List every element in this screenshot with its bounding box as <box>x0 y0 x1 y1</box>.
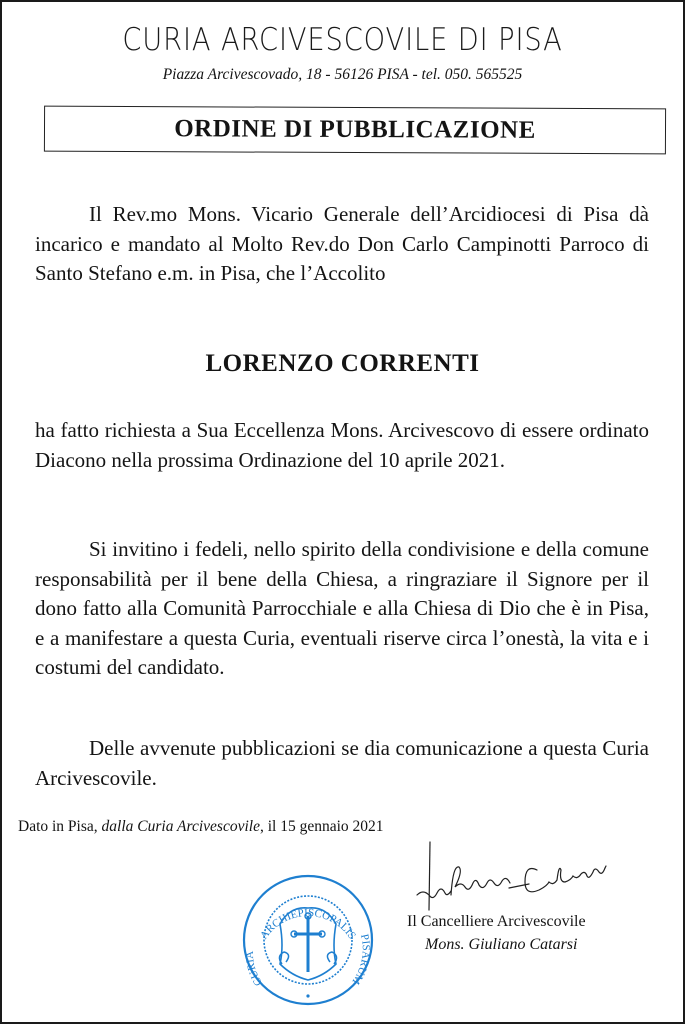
seal-text-top: ARCHIEPISCOPALIS <box>258 906 359 942</box>
invitation-paragraph: Si invitino i fedeli, nello spirito della condivisione e della comune responsabilità per il bene della Chiesa, a ringraziare il Signore per il dono fatto alla Comunità Parrocchiale e alla Chiesa di Dio che è in Pisa, e a manifestare a questa Curia, eventuali riserve circa l’onestà, la vita e i costumi del candidato. <box>35 537 649 679</box>
document-title-box <box>44 106 666 155</box>
date-line <box>18 818 384 836</box>
seal-text-left: CURIA <box>243 950 265 988</box>
letterhead-address: Piazza Arcivescovado, 18 - 56126 PISA - tel. 050. 565525 <box>162 66 523 83</box>
letterhead-title: CURIA ARCIVESCOVILE DI PISA <box>122 22 563 58</box>
document-title: ORDINE DI PUBBLICAZIONE <box>174 115 536 144</box>
date-suffix: , il 15 gennaio 2021 <box>259 818 384 835</box>
request-paragraph: ha fatto richiesta a Sua Eccellenza Mons. Arcivescovo di essere ordinato Diacono nella prossima Ordinazione del 10 aprile 2021. <box>35 418 649 472</box>
date-place: dalla Curia Arcivescovile <box>101 818 260 835</box>
candidate-name: LORENZO CORRENTI <box>205 350 480 377</box>
intro-paragraph: Il Rev.mo Mons. Vicario Generale dell’Arcidiocesi di Pisa dà incarico e mandato al Molto Rev.do Don Carlo Campinotti Parroco di Santo Stefano e.m. in Pisa, che l’Accolito <box>35 202 649 285</box>
handwritten-signature <box>405 840 620 920</box>
svg-text:CURIA <box>244 951 265 988</box>
cross-icon <box>294 916 322 972</box>
signer-role: Il Cancelliere Arcivescovile <box>407 913 586 930</box>
closing-paragraph: Delle avvenute pubblicazioni se dia comunicazione a questa Curia Arcivescovile. <box>35 736 649 790</box>
seal-text-right: PISARUM <box>349 933 372 987</box>
date-prefix: Dato in Pisa, <box>18 818 102 835</box>
curia-seal-stamp <box>240 872 376 1008</box>
signer-name: Mons. Giuliano Catarsi <box>425 936 578 953</box>
